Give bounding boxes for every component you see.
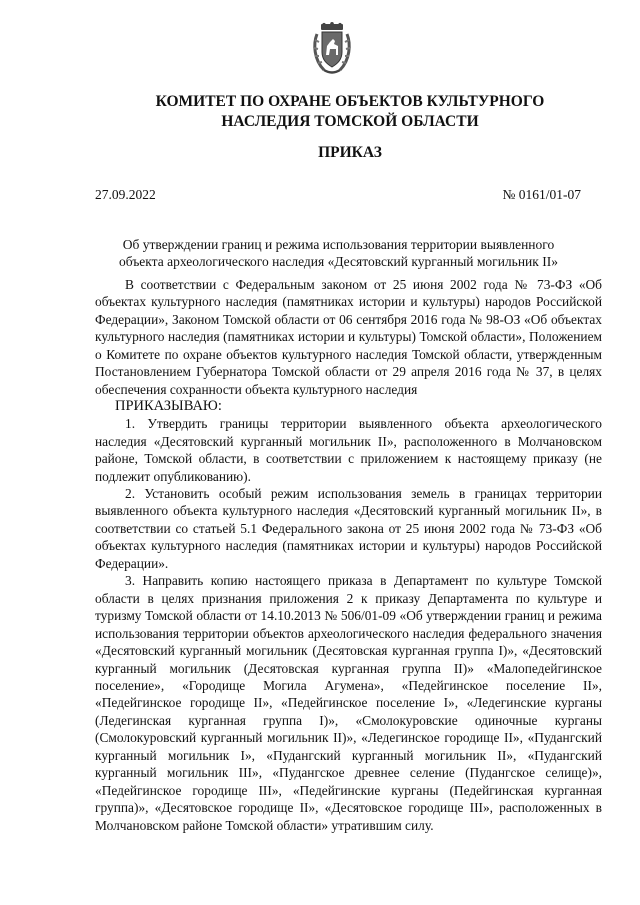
document-subject	[95, 236, 582, 270]
preamble-paragraph: В соответствии с Федеральным законом от 25 июня 2002 года № 73-ФЗ «Об объектах культурного наследия (памятниках истории и культуры) народов Российской Федерации», Законом Томской области от 06 сентября 2016 года № 98-ОЗ «Об объектах культурного наследия (памятниках истории и культуры) Томской области», Положением о Комитете по охране объектов культурного наследия Томской области, утвержденным Постановлением Губернатора Томской области от 29 апреля 2016 года № 37, в целях обеспечения сохранности объекта культурного наследия	[95, 277, 602, 397]
tomsk-region-coat-of-arms-icon	[312, 22, 352, 76]
organization-name-line-1: КОМИТЕТ ПО ОХРАНЕ ОБЪЕКТОВ КУЛЬТУРНОГО	[155, 93, 545, 110]
document-date: 27.09.2022	[95, 187, 156, 202]
document-type: ПРИКАЗ	[318, 144, 382, 161]
document-subject-line-1: Об утверждении границ и режима использования территории выявленного	[122, 237, 555, 252]
document-body	[95, 276, 602, 834]
document-subject-line-2: объекта археологического наследия «Десятовский курганный могильник II»	[119, 254, 558, 269]
order-item-1: 1. Утвердить границы территории выявленного объекта археологического наследия «Десятовский курганный могильник II», расположенного в Молчановском районе, Томской области, в соответствии с приложением к настоящему приказу (не подлежит опубликованию).	[95, 416, 602, 484]
order-item-2: 2. Установить особый режим использования земель в границах территории выявленного объекта культурного наследия «Десятовский курганный могильник II», в соответствии со статьей 5.1 Федерального закона от 25 июня 2002 года № 73-ФЗ «Об объектах культурного наследия (памятниках истории и культуры) народов Российской Федерации».	[95, 485, 602, 571]
organization-name-line-2: НАСЛЕДИЯ ТОМСКОЙ ОБЛАСТИ	[221, 113, 479, 130]
document-number: № 0161/01-07	[502, 187, 581, 202]
order-item-3: 3. Направить копию настоящего приказа в Департамент по культуре Томской области в целях признания приложения 2 к приказу Департамента по культуре и туризму Томской области от 14.10.2013 № 506/01-09 «Об утверждении границ и режима использования территории объектов археологического наследия федерального значения «Десятовский курганный могильник (Десятовская курганная группа I)», «Десятовский курганный могильник (Десятовская курганная группа II)» «Малопедейгинское поселение», «Городище Могила Агумена», «Педейгинское поселение II», «Педейгинское городище II», «Педейгинское поселение I», «Ледегинские курганы (Ледегинская курганная группа I)», «Смолокуровские одиночные курганы (Смолокуровский курганный могильник II)», «Ледегинское городище II», «Пудангский курганный могильник I», «Пудангский курганный могильник II», «Пудангский курганный могильник III», «Пудангское древнее селение (Пудангское селище)», «Педейгинское городище III», «Педейгинские курганы (Педейгинская курганная группа)», «Десятовское городище II», «Десятовское городище III», расположенных в Молчановском районе Томской области» утратившим силу.	[95, 573, 602, 833]
organization-name	[60, 92, 640, 132]
decree-word: ПРИКАЗЫВАЮ:	[115, 398, 222, 415]
